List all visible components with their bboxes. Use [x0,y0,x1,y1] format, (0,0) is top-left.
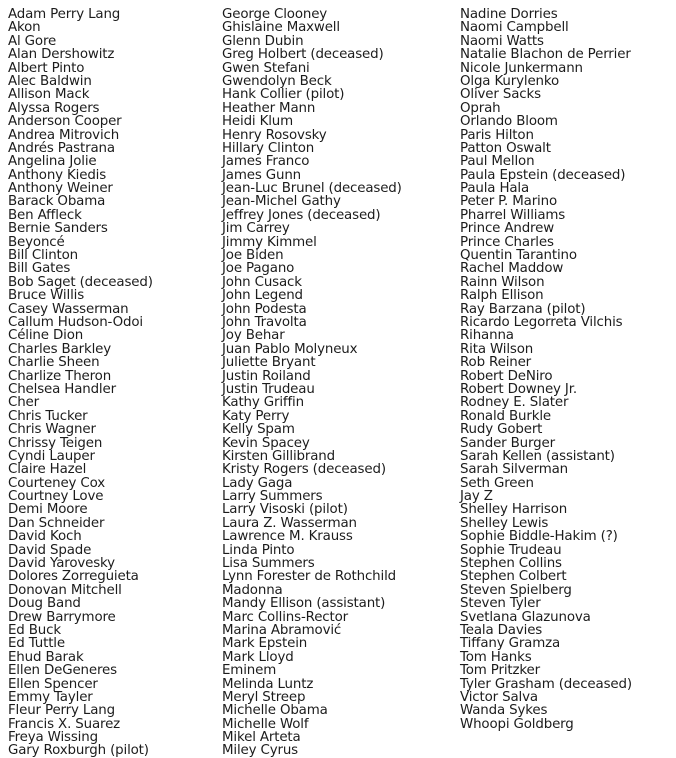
list-item: Juliette Bryant [222,355,316,371]
list-item: Paris Hilton [460,127,534,143]
list-item: Dolores Zorreguieta [8,569,139,585]
list-item: George Clooney [222,7,328,22]
list-item: Quentin Tarantino [460,248,577,264]
list-item: Shelley Harrison [460,502,568,518]
list-item: Larry Summers [222,489,323,505]
list-item: Anderson Cooper [8,114,122,130]
list-item: Nadine Dorries [460,7,558,22]
list-item: Ellen DeGeneres [8,663,117,679]
list-item: Justin Trudeau [222,381,315,397]
list-item: Demi Moore [8,502,88,518]
list-item: Orlando Bloom [460,114,558,130]
list-item: Shelley Lewis [460,515,549,531]
list-item: Ehud Barak [8,649,84,665]
list-item: Ellen Spencer [8,676,98,692]
list-item: Charles Barkley [8,341,112,357]
list-item: Joe Pagano [222,261,295,277]
list-item: Seth Green [460,475,534,491]
list-item: Drew Barrymore [8,609,116,625]
list-item: Bob Saget (deceased) [8,274,153,290]
list-item: Gwen Stefani [222,60,310,76]
list-item: Gwendolyn Beck [222,73,332,89]
list-item: Hank Collier (pilot) [222,87,345,103]
name-column-3 [460,8,632,731]
list-item: Greg Holbert (deceased) [222,47,384,63]
list-item: Paul Mellon [460,154,535,170]
list-item: Prince Andrew [460,221,555,237]
list-item: Mandy Ellison (assistant) [222,596,386,612]
name-column-2 [222,8,402,758]
list-item: Ben Affleck [8,207,82,223]
list-item: Tyler Grasham (deceased) [460,676,632,692]
list-item: Lawrence M. Krauss [222,529,353,545]
list-item: Bill Clinton [8,248,79,264]
list-item: Mark Lloyd [222,649,294,665]
list-item: Paula Hala [460,181,530,197]
list-item: Fleur Perry Lang [8,703,115,719]
list-item: Anthony Weiner [8,181,113,197]
list-item: Doug Band [8,596,81,612]
list-item: Gary Roxburgh (pilot) [8,743,149,758]
list-item: Alan Dershowitz [8,47,115,63]
list-item: Dan Schneider [8,515,105,531]
list-item: Ed Buck [8,622,61,638]
list-item: Robert Downey Jr. [460,381,577,397]
list-item: Oprah [460,100,501,116]
list-item: Anthony Kiedis [8,167,107,183]
list-item: Jean-Luc Brunel (deceased) [222,181,402,197]
list-item: Pharrel Williams [460,207,566,223]
list-item: John Legend [222,288,303,304]
list-item: Kelly Spam [222,422,295,438]
list-item: Bill Gates [8,261,71,277]
list-item: Callum Hudson-Odoi [8,314,143,330]
list-item: David Koch [8,529,82,545]
list-item: Mikel Arteta [222,730,301,746]
list-item: Robert DeNiro [460,368,553,384]
list-item: Glenn Dubin [222,33,304,49]
list-item: Jay Z [460,489,493,505]
list-item: Heidi Klum [222,114,294,130]
list-item: Claire Hazel [8,462,87,478]
list-item: Rodney E. Slater [460,395,569,411]
list-item: Justin Roiland [222,368,311,384]
list-item: Courtney Love [8,489,104,505]
list-item: Marina Abramović [222,622,342,638]
list-item: Joy Behar [222,328,285,344]
list-item: John Podesta [222,301,307,317]
list-item: Rachel Maddow [460,261,564,277]
list-item: Hillary Clinton [222,140,315,156]
list-item: Linda Pinto [222,542,295,558]
list-item: Svetlana Glazunova [460,609,591,625]
list-item: Akon [8,20,41,36]
list-item: Cyndi Lauper [8,448,95,464]
list-item: Sander Burger [460,435,555,451]
list-item: Alyssa Rogers [8,100,100,116]
list-item: David Yarovesky [8,556,115,572]
list-item: Peter P. Marino [460,194,558,210]
list-item: Natalie Blachon de Perrier [460,47,631,63]
list-item: Steven Tyler [460,596,541,612]
list-item: Casey Wasserman [8,301,129,317]
list-item: Ralph Ellison [460,288,544,304]
list-item: John Cusack [222,274,302,290]
list-item: Charlize Theron [8,368,112,384]
list-item: Lynn Forester de Rothchild [222,569,396,585]
list-item: Adam Perry Lang [8,7,121,22]
list-item: Sophie Biddle-Hakim (?) [460,529,618,545]
list-item: Jean-Michel Gathy [222,194,341,210]
list-item: Rob Reiner [460,355,532,371]
list-item: Madonna [222,582,283,598]
list-item: Heather Mann [222,100,316,116]
list-item: Sophie Trudeau [460,542,562,558]
list-item: Bernie Sanders [8,221,108,237]
list-item: Teala Davies [460,622,543,638]
list-item: Henry Rosovsky [222,127,327,143]
list-item: Rudy Gobert [460,422,543,438]
list-item: Joe Biden [222,248,284,264]
list-item: Lisa Summers [222,556,315,572]
list-item: Oliver Sacks [460,87,541,103]
list-item: Melinda Luntz [222,676,314,692]
list-item: Paula Epstein (deceased) [460,167,626,183]
list-item: Ghislaine Maxwell [222,20,340,36]
list-item: Olga Kurylenko [460,73,560,89]
list-item: Bruce Willis [8,288,85,304]
list-item: Jimmy Kimmel [222,234,317,250]
list-item: Michelle Obama [222,703,328,719]
list-item: Rainn Wilson [460,274,545,290]
list-item: Patton Oswalt [460,140,551,156]
list-item: Naomi Watts [460,33,544,49]
list-item: Céline Dion [8,328,84,344]
list-item: Tom Hanks [460,649,532,665]
list-item: Ronald Burkle [460,408,552,424]
list-item: Mark Epstein [222,636,308,652]
list-item: Alec Baldwin [8,73,92,89]
list-item: Tom Pritzker [460,663,540,679]
list-item: Charlie Sheen [8,355,100,371]
list-item: Kathy Griffin [222,395,304,411]
list-item: Kirsten Gillibrand [222,448,335,464]
list-item: Andrea Mitrovich [8,127,120,143]
list-item: Rita Wilson [460,341,534,357]
list-item: Wanda Sykes [460,703,548,719]
list-item: Laura Z. Wasserman [222,515,357,531]
list-item: Nicole Junkermann [460,60,583,76]
list-item: Michelle Wolf [222,716,309,732]
name-column-1 [8,8,153,758]
list-item: James Gunn [222,167,302,183]
list-item: Allison Mack [8,87,90,103]
list-item: Chris Tucker [8,408,88,424]
list-item: Angelina Jolie [8,154,97,170]
list-item: Emmy Tayler [8,689,93,705]
list-item: Jim Carrey [222,221,290,237]
list-item: Sarah Silverman [460,462,569,478]
list-item: James Franco [222,154,310,170]
list-item: Chrissy Teigen [8,435,103,451]
list-item: Katy Perry [222,408,290,424]
list-item: Freya Wissing [8,730,98,746]
list-item: Stephen Colbert [460,569,567,585]
list-item: Chris Wagner [8,422,96,438]
list-item: Barack Obama [8,194,106,210]
list-item: Jeffrey Jones (deceased) [222,207,381,223]
list-item: Al Gore [8,33,57,49]
list-item: Whoopi Goldberg [460,716,574,732]
list-item: Courteney Cox [8,475,106,491]
list-item: Chelsea Handler [8,381,116,397]
list-item: Eminem [222,663,277,679]
list-item: Victor Salva [460,689,538,705]
list-item: Ricardo Legorreta Vilchis [460,314,623,330]
list-item: Juan Pablo Molyneux [222,341,358,357]
list-item: Prince Charles [460,234,554,250]
list-item: Ray Barzana (pilot) [460,301,586,317]
list-item: Steven Spielberg [460,582,572,598]
list-item: Miley Cyrus [222,743,299,758]
list-item: Kristy Rogers (deceased) [222,462,386,478]
list-item: Meryl Streep [222,689,306,705]
list-item: Beyoncé [8,234,65,250]
list-item: Marc Collins-Rector [222,609,348,625]
list-item: Albert Pinto [8,60,85,76]
list-item: Tiffany Gramza [460,636,561,652]
list-item: Andrés Pastrana [8,140,115,156]
list-item: Rihanna [460,328,514,344]
list-item: Cher [8,395,39,411]
list-item: Naomi Campbell [460,20,569,36]
list-item: Ed Tuttle [8,636,65,652]
list-item: Kevin Spacey [222,435,310,451]
list-item: Sarah Kellen (assistant) [460,448,615,464]
list-item: Stephen Collins [460,556,562,572]
list-item: Larry Visoski (pilot) [222,502,348,518]
list-item: Donovan Mitchell [8,582,122,598]
list-item: John Travolta [222,314,307,330]
list-item: David Spade [8,542,92,558]
list-item: Francis X. Suarez [8,716,121,732]
list-item: Lady Gaga [222,475,293,491]
